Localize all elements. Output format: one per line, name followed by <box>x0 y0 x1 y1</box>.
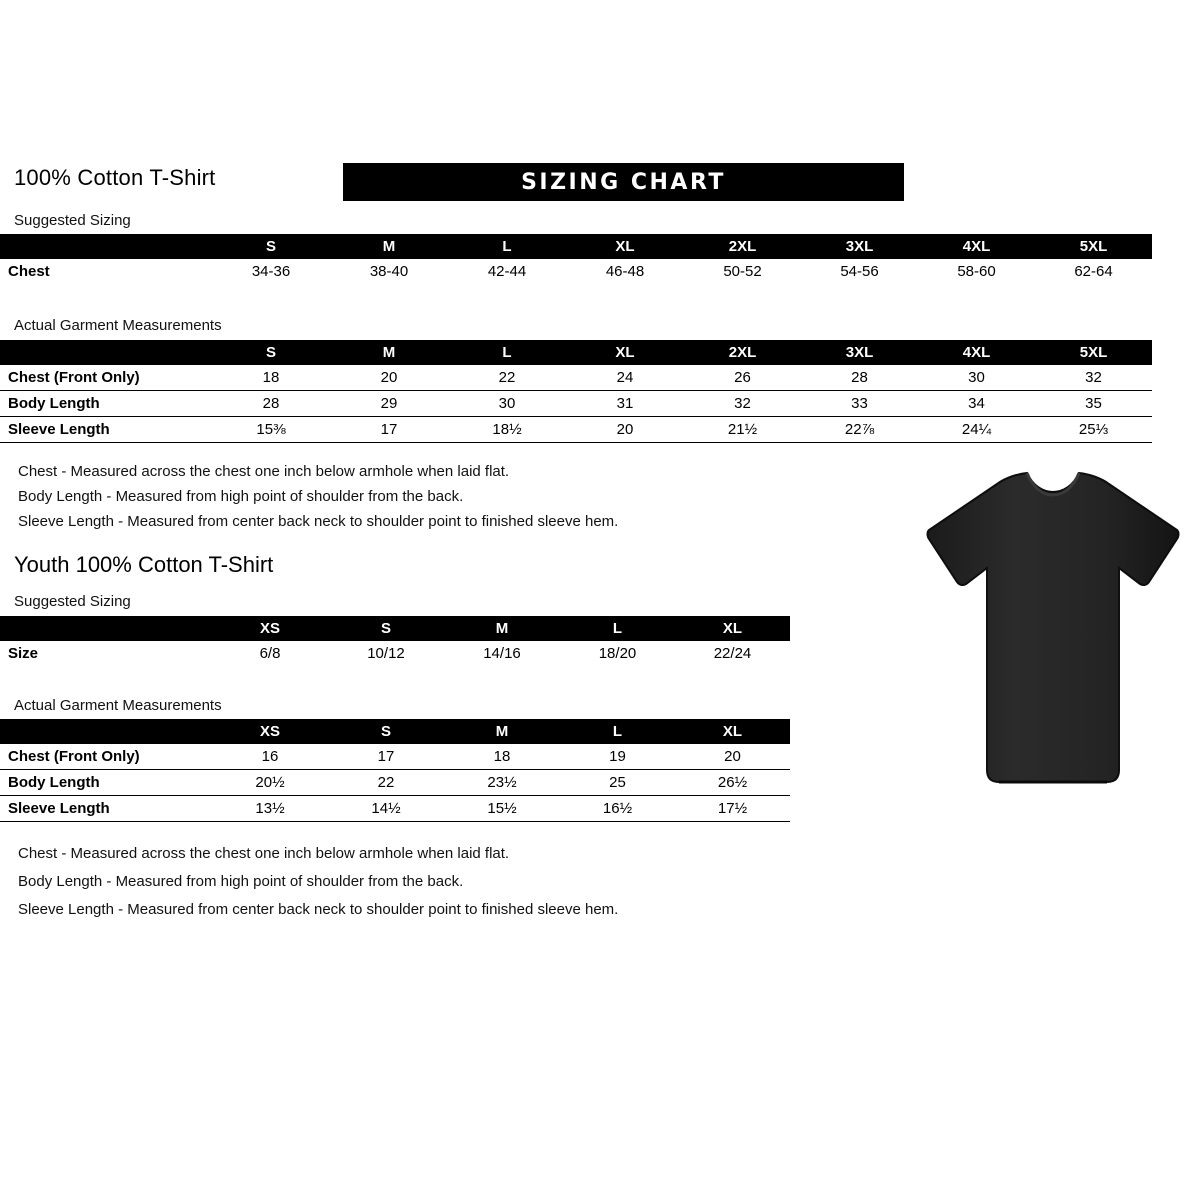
col-header-m: M <box>444 719 560 744</box>
table-row <box>0 417 1152 443</box>
col-header-s: S <box>328 719 444 744</box>
cell-sleevelength-4xl: 24¼ <box>918 417 1035 443</box>
cell-chestfront-m: 18 <box>444 744 560 770</box>
cell-size-m: 14/16 <box>444 641 560 666</box>
table-header-row <box>0 719 790 744</box>
col-header-s: S <box>212 234 330 259</box>
col-header-rowlabel <box>0 719 212 744</box>
row-label-sleeve-length: Sleeve Length <box>0 417 212 443</box>
cell-bodylength-2xl: 32 <box>684 391 801 417</box>
cell-sleevelength-s: 15⅜ <box>212 417 330 443</box>
row-label-chest-front-only: Chest (Front Only) <box>0 365 212 391</box>
col-header-l: L <box>448 234 566 259</box>
row-label-chest-front-only: Chest (Front Only) <box>0 744 212 770</box>
cell-bodylength-4xl: 34 <box>918 391 1035 417</box>
youth-section-title: Youth 100% Cotton T-Shirt <box>14 552 274 577</box>
table-row <box>0 365 1152 391</box>
cell-sleevelength-m: 15½ <box>444 796 560 822</box>
col-header-2xl: 2XL <box>684 234 801 259</box>
cell-bodylength-l: 30 <box>448 391 566 417</box>
youth-actual-measurements-label: Actual Garment Measurements <box>14 697 222 714</box>
cell-bodylength-xl: 26½ <box>675 770 790 796</box>
col-header-2xl: 2XL <box>684 340 801 365</box>
cell-chestfront-l: 19 <box>560 744 675 770</box>
cell-bodylength-m: 29 <box>330 391 448 417</box>
cell-chest-4xl: 58-60 <box>918 259 1035 284</box>
adult-actual-measurements-label: Actual Garment Measurements <box>14 317 222 334</box>
cell-chestfront-s: 17 <box>328 744 444 770</box>
col-header-l: L <box>448 340 566 365</box>
cell-chest-5xl: 62-64 <box>1035 259 1152 284</box>
adult-suggested-sizing-table <box>0 234 1152 284</box>
col-header-rowlabel <box>0 616 212 641</box>
col-header-l: L <box>560 719 675 744</box>
youth-note-body-length: Body Length - Measured from high point of shoulder from the back. <box>18 873 464 890</box>
row-label-size: Size <box>0 641 212 666</box>
youth-note-chest: Chest - Measured across the chest one inch below armhole when laid flat. <box>18 845 510 862</box>
table-row <box>0 391 1152 417</box>
col-header-4xl: 4XL <box>918 340 1035 365</box>
col-header-5xl: 5XL <box>1035 340 1152 365</box>
cell-size-xs: 6/8 <box>212 641 328 666</box>
cell-bodylength-xs: 20½ <box>212 770 328 796</box>
tshirt-icon <box>893 470 1183 810</box>
cell-sleevelength-xl: 20 <box>566 417 684 443</box>
table-header-row <box>0 234 1152 259</box>
col-header-xs: XS <box>212 719 328 744</box>
cell-chest-3xl: 54-56 <box>801 259 918 284</box>
col-header-3xl: 3XL <box>801 340 918 365</box>
col-header-4xl: 4XL <box>918 234 1035 259</box>
cell-bodylength-3xl: 33 <box>801 391 918 417</box>
sizing-chart-banner-label: SIZING CHART <box>521 170 726 195</box>
cell-size-s: 10/12 <box>328 641 444 666</box>
cell-chest-m: 38-40 <box>330 259 448 284</box>
adult-note-sleeve-length: Sleeve Length - Measured from center back neck to shoulder point to finished sleeve hem. <box>18 513 619 530</box>
cell-chestfront-xl: 24 <box>566 365 684 391</box>
cell-chest-xl: 46-48 <box>566 259 684 284</box>
cell-chestfront-2xl: 26 <box>684 365 801 391</box>
col-header-m: M <box>330 340 448 365</box>
table-row <box>0 770 790 796</box>
col-header-xl: XL <box>566 234 684 259</box>
cell-sleevelength-xl: 17½ <box>675 796 790 822</box>
cell-sleevelength-l: 16½ <box>560 796 675 822</box>
col-header-rowlabel <box>0 340 212 365</box>
col-header-xl: XL <box>675 616 790 641</box>
adult-note-chest: Chest - Measured across the chest one inch below armhole when laid flat. <box>18 463 510 480</box>
col-header-l: L <box>560 616 675 641</box>
cell-bodylength-xl: 31 <box>566 391 684 417</box>
sizing-chart-banner <box>343 163 904 201</box>
col-header-m: M <box>330 234 448 259</box>
cell-chestfront-5xl: 32 <box>1035 365 1152 391</box>
cell-chestfront-s: 18 <box>212 365 330 391</box>
youth-note-sleeve-length: Sleeve Length - Measured from center back neck to shoulder point to finished sleeve hem. <box>18 901 619 918</box>
cell-chestfront-xs: 16 <box>212 744 328 770</box>
cell-sleevelength-l: 18½ <box>448 417 566 443</box>
adult-actual-measurements-table <box>0 340 1152 443</box>
table-row <box>0 641 790 666</box>
cell-chestfront-m: 20 <box>330 365 448 391</box>
cell-bodylength-l: 25 <box>560 770 675 796</box>
cell-bodylength-5xl: 35 <box>1035 391 1152 417</box>
row-label-sleeve-length: Sleeve Length <box>0 796 212 822</box>
tshirt-illustration <box>893 470 1183 810</box>
table-header-row <box>0 616 790 641</box>
table-row <box>0 796 790 822</box>
col-header-3xl: 3XL <box>801 234 918 259</box>
col-header-xl: XL <box>566 340 684 365</box>
youth-actual-measurements-table <box>0 719 790 822</box>
cell-sleevelength-5xl: 25⅓ <box>1035 417 1152 443</box>
cell-sleevelength-2xl: 21½ <box>684 417 801 443</box>
cell-chest-2xl: 50-52 <box>684 259 801 284</box>
cell-chestfront-3xl: 28 <box>801 365 918 391</box>
cell-chest-s: 34-36 <box>212 259 330 284</box>
cell-size-l: 18/20 <box>560 641 675 666</box>
youth-suggested-sizing-label: Suggested Sizing <box>14 593 131 610</box>
col-header-m: M <box>444 616 560 641</box>
col-header-5xl: 5XL <box>1035 234 1152 259</box>
youth-suggested-sizing-table <box>0 616 790 666</box>
cell-bodylength-s: 22 <box>328 770 444 796</box>
cell-sleevelength-s: 14½ <box>328 796 444 822</box>
col-header-xs: XS <box>212 616 328 641</box>
row-label-chest: Chest <box>0 259 212 284</box>
cell-sleevelength-xs: 13½ <box>212 796 328 822</box>
cell-sleevelength-m: 17 <box>330 417 448 443</box>
chart-header <box>14 163 904 201</box>
page-title: 100% Cotton T-Shirt <box>14 165 216 190</box>
adult-note-body-length: Body Length - Measured from high point of shoulder from the back. <box>18 488 464 505</box>
cell-chestfront-l: 22 <box>448 365 566 391</box>
cell-bodylength-m: 23½ <box>444 770 560 796</box>
col-header-s: S <box>212 340 330 365</box>
col-header-s: S <box>328 616 444 641</box>
table-header-row <box>0 340 1152 365</box>
row-label-body-length: Body Length <box>0 770 212 796</box>
cell-chestfront-4xl: 30 <box>918 365 1035 391</box>
table-row <box>0 744 790 770</box>
cell-size-xl: 22/24 <box>675 641 790 666</box>
cell-chestfront-xl: 20 <box>675 744 790 770</box>
table-row <box>0 259 1152 284</box>
row-label-body-length: Body Length <box>0 391 212 417</box>
cell-sleevelength-3xl: 22⅞ <box>801 417 918 443</box>
cell-bodylength-s: 28 <box>212 391 330 417</box>
col-header-xl: XL <box>675 719 790 744</box>
col-header-rowlabel <box>0 234 212 259</box>
cell-chest-l: 42-44 <box>448 259 566 284</box>
adult-suggested-sizing-label: Suggested Sizing <box>14 212 131 229</box>
